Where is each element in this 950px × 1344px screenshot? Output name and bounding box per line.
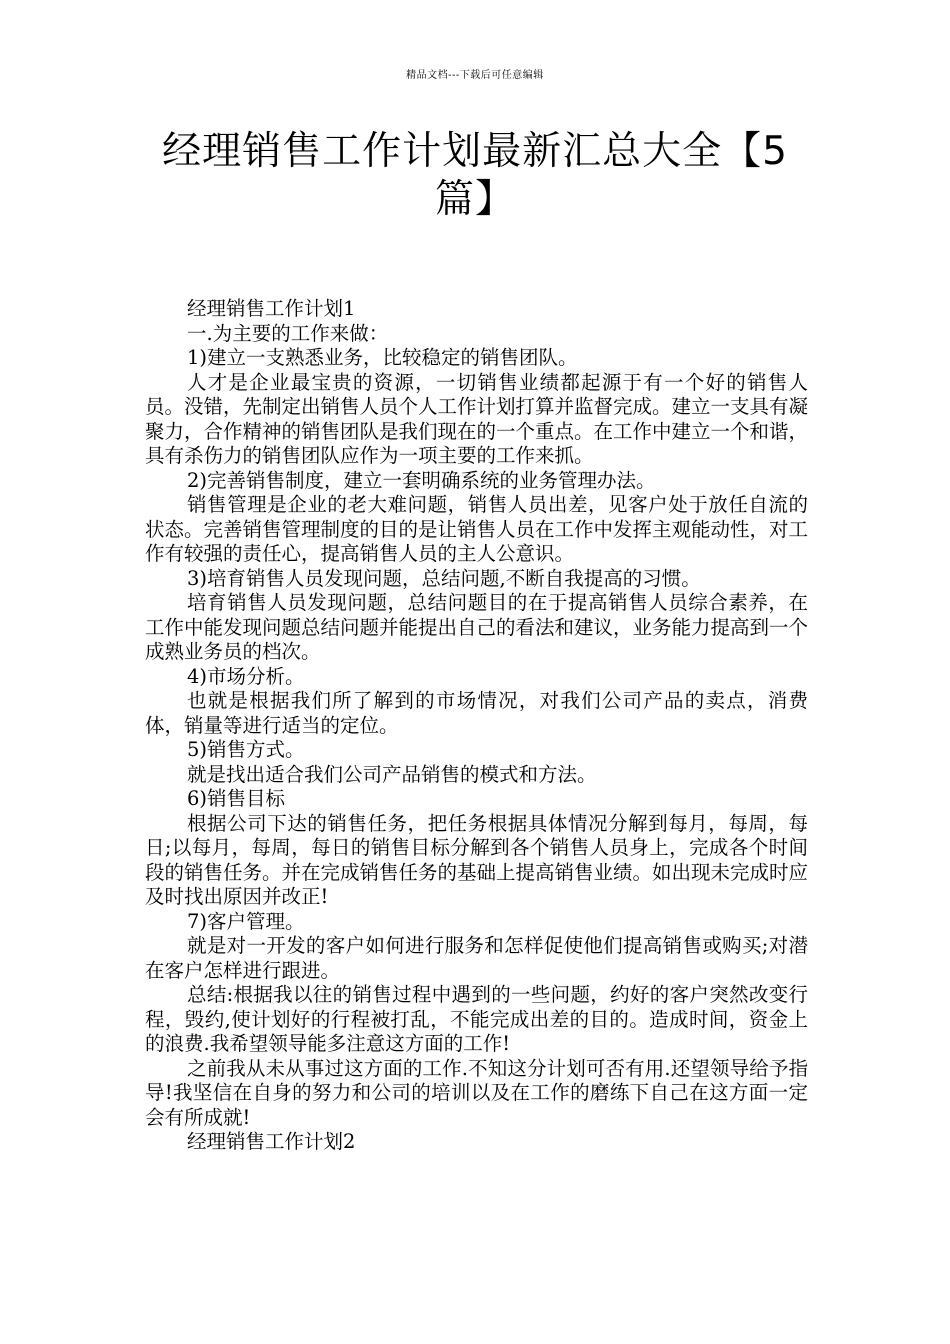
list-item-heading: 2)完善销售制度，建立一套明确系统的业务管理办法。 [187, 468, 656, 492]
document-body [145, 297, 808, 1155]
paragraph: 人才是企业最宝贵的资源，一切销售业绩都起源于有一个好的销售人员。没错，先制定出销售人员个人工作计划打算并监督完成。建立一支具有凝聚力，合作精神的销售团队是我们现在的一个重点。在工作中建立一个和谐，具有杀伤力的销售团队应作为一项主要的工作来抓。 [145, 370, 809, 467]
list-item-heading: 6)销售目标 [187, 787, 286, 810]
list-item-heading: 3)培育销售人员发现问题，总结问题,不断自我提高的习惯。 [187, 566, 701, 590]
list-item-heading: 5)销售方式。 [187, 738, 305, 761]
paragraph: 之前我从未从事过这方面的工作.不知这分计划可否有用.还望领导给予指导!我坚信在自身的努力和公司的培训以及在工作的磨练下自己在这方面一定会有所成就! [145, 1056, 808, 1129]
section-heading-plan-2: 经理销售工作计划2 [187, 1130, 356, 1153]
paragraph: 销售管理是企业的老大难问题，销售人员出差，见客户处于放任自流的状态。完善销售管理制度的目的是让销售人员在工作中发挥主观能动性，对工作有较强的责任心，提高销售人员的主人公意识。 [145, 493, 809, 565]
paragraph: 一.为主要的工作来做： [187, 321, 389, 345]
paragraph: 就是对一开发的客户如何进行服务和怎样促使他们提高销售或购买;对潜在客户怎样进行跟进。 [145, 934, 808, 982]
list-item-heading: 1)建立一支熟悉业务，比较稳定的销售团队。 [187, 346, 578, 369]
paragraph-summary: 总结:根据我以往的销售过程中遇到的一些问题，约好的客户突然改变行程，毁约,使计划好的行程被打乱，不能完成出差的目的。造成时间，资金上的浪费.我希望领导能多注意这方面的工作! [145, 983, 808, 1055]
list-item-heading: 7)客户管理。 [187, 909, 305, 933]
paragraph: 就是找出适合我们公司产品销售的模式和方法。 [187, 762, 597, 786]
paragraph: 根据公司下达的销售任务，把任务根据具体情况分解到每月，每周，每日;以每月，每周，每日的销售目标分解到各个销售人员身上，完成各个时间段的销售任务。并在完成销售任务的基础上提高销售业绩。如出现未完成时应及时找出原因并改正! [145, 811, 809, 908]
page-header-note: 精品文档---下载后可任意编辑 [406, 70, 544, 81]
paragraph: 也就是根据我们所了解到的市场情况，对我们公司产品的卖点，消费体，销量等进行适当的定位。 [145, 689, 808, 737]
document-title: 经理销售工作计划最新汇总大全【5篇】 [162, 129, 788, 222]
list-item-heading: 4)市场分析。 [187, 664, 305, 688]
paragraph: 培育销售人员发现问题，总结问题目的在于提高销售人员综合素养，在工作中能发现问题总结问题并能提出自己的看法和建议，业务能力提高到一个成熟业务员的档次。 [145, 591, 809, 663]
section-heading-plan-1: 经理销售工作计划1 [187, 297, 356, 320]
